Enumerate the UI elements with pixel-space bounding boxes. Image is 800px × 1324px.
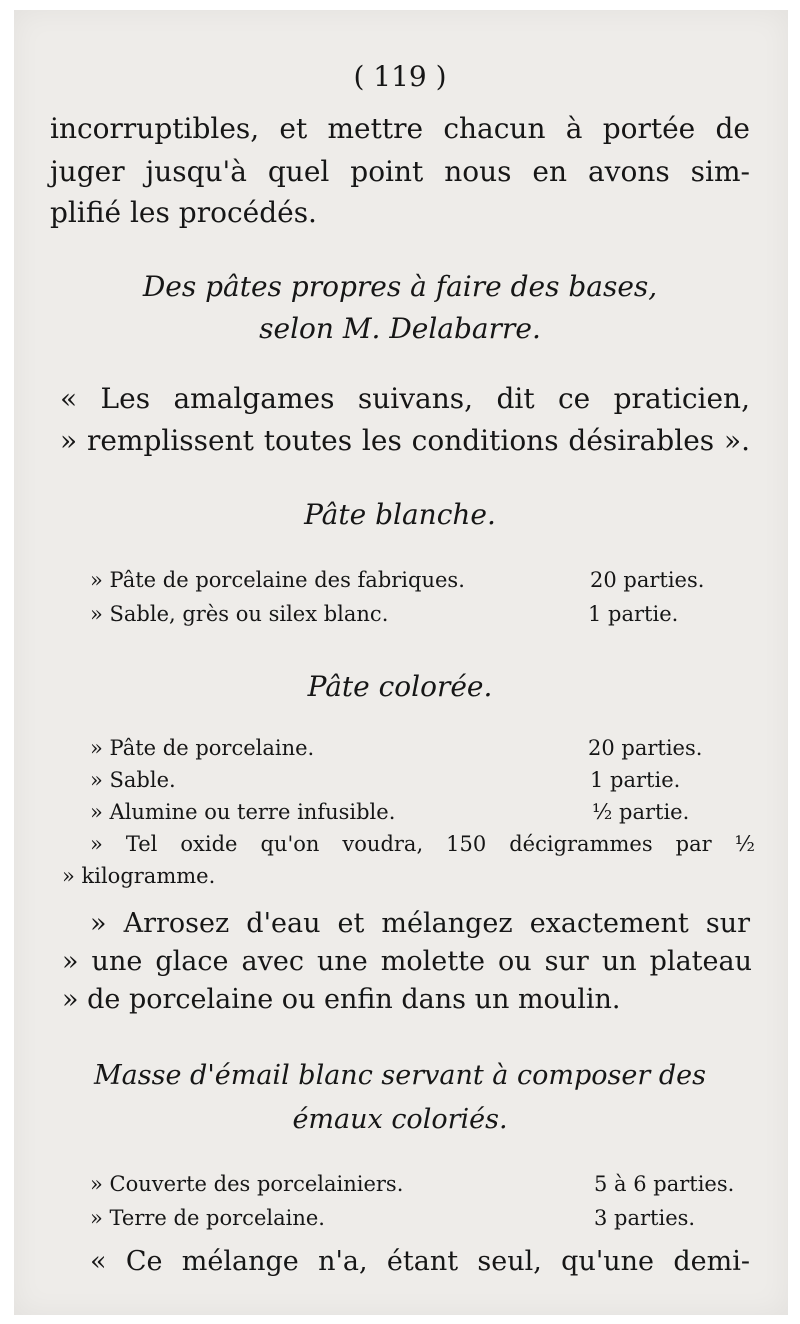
- intro-line-3: plifié les procédés.: [50, 196, 317, 229]
- oxide-line-cont: » kilogramme.: [62, 864, 216, 888]
- recipe-item: » Pâte de porcelaine des fabriques.: [90, 568, 465, 592]
- quote-line-2: » remplissent toutes les conditions désirables ».: [60, 424, 750, 457]
- recipe-qty: 3 parties.: [594, 1206, 696, 1230]
- quote-line-1: « Les amalgames suivans, dit ce praticien,: [60, 382, 750, 415]
- recipe-item: » Couverte des porcelainiers.: [90, 1172, 404, 1196]
- pate-blanche-title: Pâte blanche.: [304, 498, 496, 531]
- recipe-qty: 20 parties.: [588, 736, 703, 760]
- recipe-item: » Sable.: [90, 768, 176, 792]
- masse-heading-line-1: Masse d'émail blanc servant à composer des: [94, 1060, 706, 1091]
- final-line: « Ce mélange n'a, étant seul, qu'une demi-: [90, 1246, 750, 1277]
- section-heading-line-1: Des pâtes propres à faire des bases,: [142, 270, 658, 303]
- intro-line-1: incorruptibles, et mettre chacun à portée de: [50, 112, 750, 145]
- section-heading-line-2: selon M. Delabarre.: [259, 312, 541, 345]
- recipe-item: » Alumine ou terre infusible.: [90, 800, 396, 824]
- instruction-line-1: » Arrosez d'eau et mélangez exactement sur: [90, 908, 750, 939]
- masse-heading-line-2: émaux coloriés.: [292, 1104, 508, 1135]
- page-number: ( 119 ): [353, 60, 447, 93]
- oxide-line: » Tel oxide qu'on voudra, 150 décigrammes par ½: [90, 832, 755, 856]
- pate-coloree-title: Pâte colorée.: [307, 670, 493, 703]
- recipe-qty: 1 partie.: [588, 602, 679, 626]
- intro-line-2: juger jusqu'à quel point nous en avons sim-: [50, 155, 750, 188]
- recipe-qty: 5 à 6 parties.: [594, 1172, 735, 1196]
- recipe-item: » Sable, grès ou silex blanc.: [90, 602, 389, 626]
- recipe-qty: 1 partie.: [590, 768, 681, 792]
- instruction-line-2: » une glace avec une molette ou sur un plateau: [62, 946, 752, 977]
- instruction-line-3: » de porcelaine ou enfin dans un moulin.: [62, 984, 621, 1015]
- recipe-item: » Terre de porcelaine.: [90, 1206, 325, 1230]
- recipe-qty: 20 parties.: [590, 568, 705, 592]
- recipe-item: » Pâte de porcelaine.: [90, 736, 315, 760]
- recipe-qty: ½ partie.: [592, 800, 690, 824]
